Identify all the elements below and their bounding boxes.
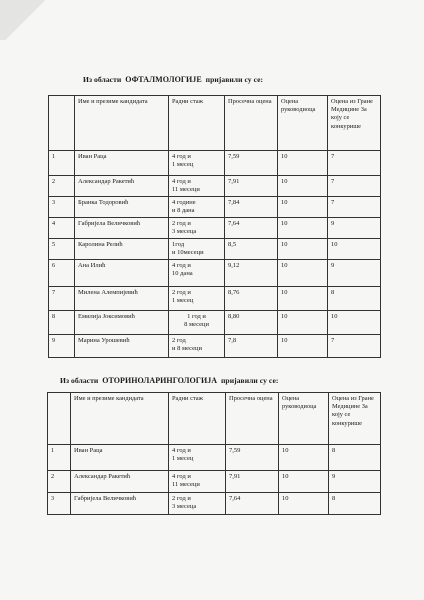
average-grade: 7,59 [225, 151, 278, 176]
table-row [49, 260, 381, 287]
work-experience: 4 год и 1 месец [169, 445, 226, 471]
row-number: 6 [49, 260, 75, 287]
table-row [49, 335, 381, 358]
branch-grade: 7 [328, 151, 381, 176]
supervisor-grade: 10 [279, 445, 329, 471]
work-experience: 2 год и 8 месеци [169, 335, 225, 358]
candidate-name: Каролина Релић [75, 239, 169, 260]
table-row [49, 311, 381, 335]
row-number: 2 [48, 471, 71, 493]
average-grade: 7,91 [226, 471, 279, 493]
branch-grade: 8 [329, 445, 381, 471]
work-experience: 4 године и 8 дана [169, 197, 225, 218]
candidate-name: Ана Илић [75, 260, 169, 287]
page-fold-shadow [0, 0, 60, 40]
branch-grade: 7 [328, 335, 381, 358]
average-grade: 7,8 [225, 335, 278, 358]
table-row [49, 176, 381, 197]
table-row [48, 493, 381, 515]
supervisor-grade: 10 [278, 176, 328, 197]
heading-prefix: Из области [60, 376, 99, 385]
work-experience: 1год и 10месеци [169, 239, 225, 260]
row-number: 4 [49, 218, 75, 239]
heading-area: ОФТАЛМОЛОГИЈЕ [125, 75, 202, 84]
table-row [48, 471, 381, 493]
average-grade: 7,64 [226, 493, 279, 515]
average-grade: 7,59 [226, 445, 279, 471]
header-number-cell [48, 393, 71, 445]
header-rukovodilac: Оцена руководиоца [278, 96, 328, 151]
average-grade: 7,64 [225, 218, 278, 239]
supervisor-grade: 10 [278, 239, 328, 260]
table-row [49, 197, 381, 218]
supervisor-grade: 10 [279, 493, 329, 515]
average-grade: 7,84 [225, 197, 278, 218]
row-number: 8 [49, 311, 75, 335]
work-experience: 2 год и 3 месеца [169, 218, 225, 239]
branch-grade: 9 [328, 260, 381, 287]
table-row [49, 287, 381, 311]
candidate-name: Габријела Величковић [75, 218, 169, 239]
candidate-name: Бранка Тодоровић [75, 197, 169, 218]
supervisor-grade: 10 [278, 218, 328, 239]
average-grade: 8,76 [225, 287, 278, 311]
branch-grade: 7 [328, 197, 381, 218]
candidate-name: Александар Ракетић [75, 176, 169, 197]
candidate-name: Милена Алемпијевић [75, 287, 169, 311]
section-heading-ophthalmology [83, 75, 263, 84]
row-number: 7 [49, 287, 75, 311]
supervisor-grade: 10 [279, 471, 329, 493]
candidate-name: Иван Раца [75, 151, 169, 176]
supervisor-grade: 10 [278, 335, 328, 358]
row-number: 3 [49, 197, 75, 218]
row-number: 1 [48, 445, 71, 471]
supervisor-grade: 10 [278, 311, 328, 335]
branch-grade: 8 [329, 493, 381, 515]
table-row [49, 218, 381, 239]
candidate-name: Габријела Величковић [71, 493, 169, 515]
branch-grade: 9 [328, 218, 381, 239]
supervisor-grade: 10 [278, 151, 328, 176]
table-header-row [48, 393, 381, 445]
header-name: Име и презиме кандидата [71, 393, 169, 445]
header-number-cell [49, 96, 75, 151]
supervisor-grade: 10 [278, 287, 328, 311]
candidates-table-ophthalmology [48, 95, 381, 358]
branch-grade: 10 [328, 239, 381, 260]
header-grana: Оцена из Гране Медицине За коју се конкурише [329, 393, 381, 445]
section-heading-otorhinolaryngology [60, 376, 278, 385]
work-experience: 4 год и 10 дана [169, 260, 225, 287]
header-name: Име и презиме кандидата [75, 96, 169, 151]
table-row [49, 239, 381, 260]
header-grana: Оцена из Гране Медицине За коју се конкурише [328, 96, 381, 151]
header-prosek: Просечна оцена [226, 393, 279, 445]
branch-grade: 10 [328, 311, 381, 335]
table-row [48, 445, 381, 471]
row-number: 2 [49, 176, 75, 197]
supervisor-grade: 10 [278, 197, 328, 218]
candidate-name: Марина Урошевић [75, 335, 169, 358]
heading-suffix: пријавили су се: [221, 376, 279, 385]
work-experience: 2 год и 3 месеца [169, 493, 226, 515]
heading-prefix: Из области [83, 75, 122, 84]
row-number: 5 [49, 239, 75, 260]
branch-grade: 9 [329, 471, 381, 493]
table-header-row [49, 96, 381, 151]
branch-grade: 8 [328, 287, 381, 311]
average-grade: 8,80 [225, 311, 278, 335]
row-number: 9 [49, 335, 75, 358]
candidates-table-otorhinolaryngology [47, 392, 381, 515]
header-rukovodilac: Оцена руководиоца [279, 393, 329, 445]
average-grade: 8,5 [225, 239, 278, 260]
average-grade: 7,91 [225, 176, 278, 197]
average-grade: 9,12 [225, 260, 278, 287]
candidate-name: Александар Ракетић [71, 471, 169, 493]
candidate-name: Иван Раца [71, 445, 169, 471]
work-experience: 4 год и 1 месец [169, 151, 225, 176]
work-experience: 1 год и 8 месеци [169, 311, 225, 335]
work-experience: 4 год и 11 месеци [169, 471, 226, 493]
work-experience: 2 год и 1 месец [169, 287, 225, 311]
heading-area: ОТОРИНОЛАРИНГОЛОГИЈА [102, 376, 218, 385]
candidate-name: Емилија Јоксимовић [75, 311, 169, 335]
work-experience: 4 год и 11 месеци [169, 176, 225, 197]
supervisor-grade: 10 [278, 260, 328, 287]
header-prosek: Просечна оцена [225, 96, 278, 151]
header-staz: Радни стаж [169, 96, 225, 151]
row-number: 1 [49, 151, 75, 176]
branch-grade: 7 [328, 176, 381, 197]
heading-suffix: пријавили су се: [205, 75, 264, 84]
header-staz: Радни стаж [169, 393, 226, 445]
table-row [49, 151, 381, 176]
row-number: 3 [48, 493, 71, 515]
